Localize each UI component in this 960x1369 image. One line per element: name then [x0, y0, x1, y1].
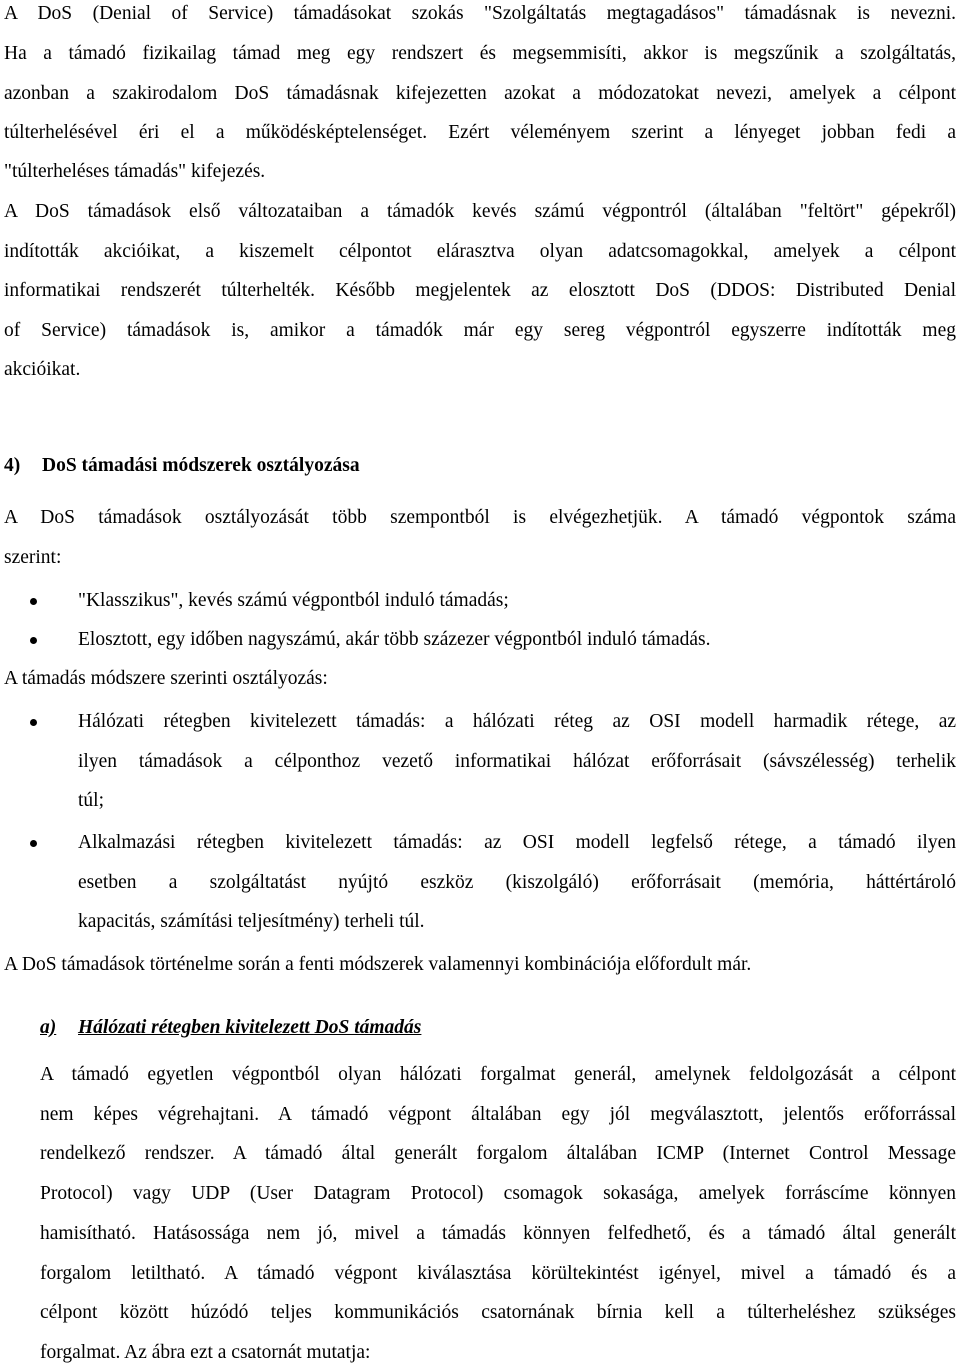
- text-line: túlterhelésével éri el a működésképtelenséget. Ezért véleményem szerint a lényeget jobban fedi a: [4, 122, 956, 143]
- paragraph-method-classification: A támadás módszere szerinti osztályozás:: [4, 668, 328, 689]
- list-item-text: Hálózati rétegben kivitelezett támadás: a hálózati réteg az OSI modell harmadik rétege, az: [78, 711, 956, 732]
- text-line: azonban a szakirodalom DoS támadásnak kifejezetten azokat a módozatokat nevezi, amelyek a célpont: [4, 83, 956, 104]
- list-item-text: túl;: [78, 790, 105, 811]
- bullet-icon: [30, 598, 37, 605]
- subsection-title: Hálózati rétegben kivitelezett DoS támadás: [78, 1017, 422, 1038]
- text-line: hamisítható. Hatásossága nem jó, mivel a támadás könnyen felfedhető, és a támadó által generált: [40, 1223, 956, 1244]
- list-item-text: ilyen támadások a célponthoz vezető informatikai hálózat erőforrásait (sávszélesség) terhelik: [78, 751, 956, 772]
- bullet-icon: [30, 840, 37, 847]
- list-item-text: Elosztott, egy időben nagyszámú, akár több százezer végpontból induló támadás.: [78, 629, 711, 650]
- text-line: of Service) támadások is, amikor a támadók már egy sereg végpontról egyszerre indították meg: [4, 320, 956, 341]
- section-number: 4): [4, 455, 21, 476]
- bullet-icon: [30, 637, 37, 644]
- text-line: rendelkező rendszer. A támadó által generált forgalom általában ICMP (Internet Control Message: [40, 1143, 956, 1164]
- text-line: forgalom letiltható. A támadó végpont kiválasztása körültekintést igényel, mivel a támadó és a: [40, 1263, 956, 1284]
- text-line: indították akcióikat, a kiszemelt célpontot elárasztva olyan adatcsomagokkal, amelyek a célpont: [4, 241, 956, 262]
- subsection-heading: [40, 1016, 960, 1040]
- subsection-label: a): [40, 1017, 57, 1038]
- text-line: akcióikat.: [4, 359, 81, 380]
- text-line: A DoS (Denial of Service) támadásokat szokás "Szolgáltatás megtagadásos" támadásnak is nevezni.: [4, 3, 956, 24]
- text-line: A DoS támadások osztályozását több szempontból is elvégezhetjük. A támadó végpontok száma: [4, 507, 956, 528]
- text-line: forgalmat. Az ábra ezt a csatornát mutatja:: [40, 1342, 371, 1363]
- text-line: nem képes végrehajtani. A támadó végpont általában egy jól megválasztott, jelentős erőforrással: [40, 1104, 956, 1125]
- text-line: Ha a támadó fizikailag támad meg egy rendszert és megsemmisíti, akkor is megszűnik a szolgáltatás,: [4, 43, 956, 64]
- paragraph-combinations: A DoS támadások történelme során a fenti módszerek valamennyi kombinációja előfordult már.: [4, 954, 752, 975]
- list-item-text: Alkalmazási rétegben kivitelezett támadás: az OSI modell legfelső rétege, a támadó ilyen: [78, 832, 956, 853]
- text-line: A támadó egyetlen végpontból olyan hálózati forgalmat generál, amelynek feldolgozását a célpont: [40, 1064, 956, 1085]
- text-line: informatikai rendszerét túlterhelték. Később megjelentek az elosztott DoS (DDOS: Distributed Denial: [4, 280, 956, 301]
- section-heading: [4, 454, 960, 478]
- list-item-text: kapacitás, számítási teljesítmény) terheli túl.: [78, 911, 425, 932]
- bullet-icon: [30, 719, 37, 726]
- text-line: "túlterheléses támadás" kifejezés.: [4, 161, 266, 182]
- text-line: szerint:: [4, 547, 62, 568]
- section-title: DoS támadási módszerek osztályozása: [42, 455, 360, 476]
- text-line: A DoS támadások első változataiban a támadók kevés számú végpontról (általában "feltört" gépekről): [4, 201, 956, 222]
- list-item-text: esetben a szolgáltatást nyújtó eszköz (kiszolgáló) erőforrásait (memória, háttértároló: [78, 872, 956, 893]
- list-item-text: "Klasszikus", kevés számú végpontból induló támadás;: [78, 590, 509, 611]
- text-line: Protocol) vagy UDP (User Datagram Protocol) csomagok sokasága, amelyek forráscíme könnyen: [40, 1183, 956, 1204]
- text-line: célpont között húzódó teljes kommunikációs csatornának bírnia kell a túlterheléshez szükséges: [40, 1302, 956, 1323]
